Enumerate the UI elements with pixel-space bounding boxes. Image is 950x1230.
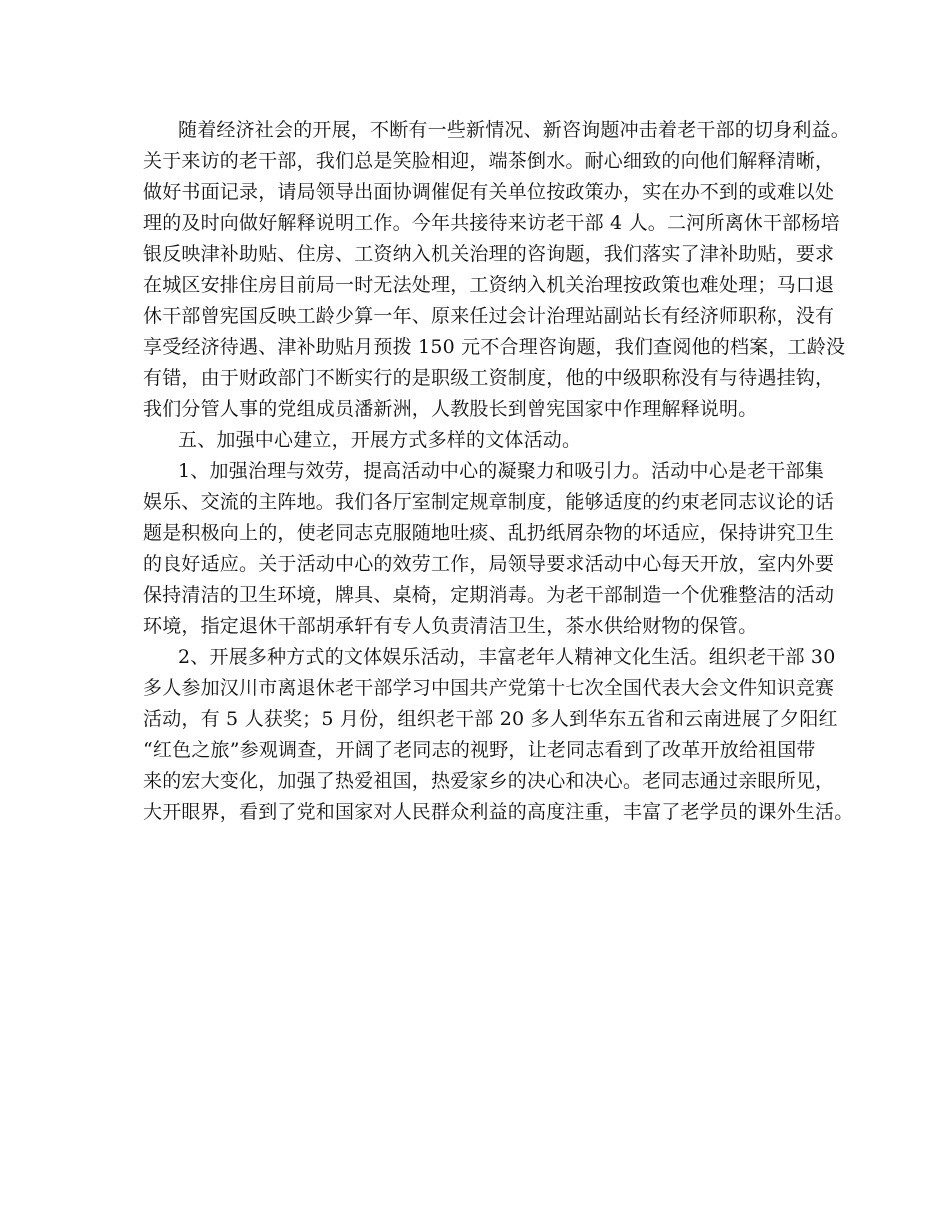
paragraph-line: 来的宏大变化，加强了热爱祖国，热爱家乡的决心和决心。老同志通过亲眼所见， (143, 770, 835, 792)
section-heading: 五、加强中心建立，开展方式多样的文体活动。 (178, 429, 582, 451)
paragraph-line: 休干部曾宪国反映工龄少算一年、原来任过会计治理站副站长有经济师职称，没有 (143, 305, 835, 327)
paragraph-line: 活动，有 5 人获奖；5 月份，组织老干部 20 多人到华东五省和云南进展了夕阳红 (143, 708, 838, 730)
paragraph-line: 做好书面记录，请局领导出面协调催促有关单位按政策办，实在办不到的或难以处 (143, 181, 835, 203)
paragraph-line: 娱乐、交流的主阵地。我们各厅室制定规章制度，能够适度的约束老同志议论的话 (143, 491, 835, 513)
paragraph-line: 大开眼界，看到了党和国家对人民群众利益的高度注重，丰富了老学员的课外生活。 (143, 801, 854, 823)
paragraph-line: 我们分管人事的党组成员潘新洲，人教股长到曾宪国家中作理解释说明。 (143, 398, 758, 420)
paragraph-line: 关于来访的老干部，我们总是笑脸相迎，端茶倒水。耐心细致的向他们解释清晰， (143, 150, 835, 172)
paragraph-line: “红色之旅”参观调查，开阔了老同志的视野，让老同志看到了改革开放给祖国带 (143, 739, 816, 761)
paragraph-line: 的良好适应。关于活动中心的效劳工作，局领导要求活动中心每天开放，室内外要 (143, 553, 835, 575)
paragraph-line: 多人参加汉川市离退休老干部学习中国共产党第十七次全国代表大会文件知识竞赛 (143, 677, 835, 699)
paragraph-line: 题是积极向上的，使老同志克服随地吐痰、乱扔纸屑杂物的坏适应，保持讲究卫生 (143, 522, 835, 544)
paragraph-line: 有错，由于财政部门不断实行的是职级工资制度，他的中级职称没有与待遇挂钩， (143, 367, 835, 389)
paragraph-line: 1、加强治理与效劳，提高活动中心的凝聚力和吸引力。活动中心是老干部集 (178, 460, 824, 482)
paragraph-line: 保持清洁的卫生环境，牌具、桌椅，定期消毒。为老干部制造一个优雅整洁的活动 (143, 584, 835, 606)
paragraph-line: 理的及时向做好解释说明工作。今年共接待来访老干部 4 人。二河所离休干部杨培 (143, 212, 840, 234)
paragraph-line: 2、开展多种方式的文体娱乐活动，丰富老年人精神文化生活。组织老干部 30 (178, 646, 836, 668)
paragraph-line: 享受经济待遇、津补助贴月预拨 150 元不合理咨询题，我们查阅他的档案，工龄没 (143, 336, 846, 358)
paragraph-line: 银反映津补助贴、住房、工资纳入机关治理的咨询题，我们落实了津补助贴，要求 (143, 243, 835, 265)
paragraph-line: 在城区安排住房目前局一时无法处理，工资纳入机关治理按政策也难处理；马口退 (143, 274, 835, 296)
paragraph-line: 随着经济社会的开展，不断有一些新情况、新咨询题冲击着老干部的切身利益。 (178, 119, 851, 141)
paragraph-line: 环境，指定退休干部胡承轩有专人负责清洁卫生，茶水供给财物的保管。 (143, 615, 758, 637)
